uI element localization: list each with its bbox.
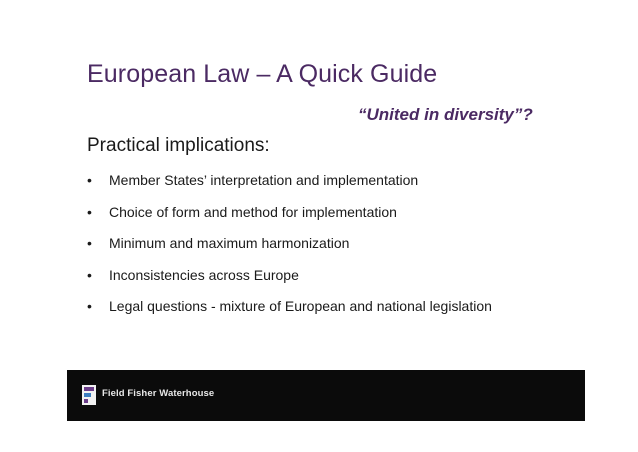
bullet-point: • <box>87 266 92 283</box>
bullet-text: Minimum and maximum harmonization <box>109 235 350 251</box>
bullet-text: Choice of form and method for implementation <box>109 203 397 220</box>
slide-title: European Law – A Quick Guide <box>87 60 438 88</box>
company-name: Field Fisher Waterhouse <box>102 388 215 399</box>
bullet-point: • <box>87 203 92 220</box>
bullet-point: • <box>87 172 92 188</box>
slide-tagline: “United in diversity”? <box>358 105 533 124</box>
bullet-text: Inconsistencies across Europe <box>109 266 299 283</box>
bullet-point: • <box>87 298 92 314</box>
slide-subheading: Practical implications: <box>87 135 270 156</box>
footer-bar <box>67 370 585 421</box>
fieldfisher-logo-icon <box>82 385 96 405</box>
bullet-text: Legal questions - mixture of European and national legislation <box>109 298 492 314</box>
bullet-text: Member States’ interpretation and implementation <box>109 172 419 188</box>
bullet-point: • <box>87 235 92 251</box>
